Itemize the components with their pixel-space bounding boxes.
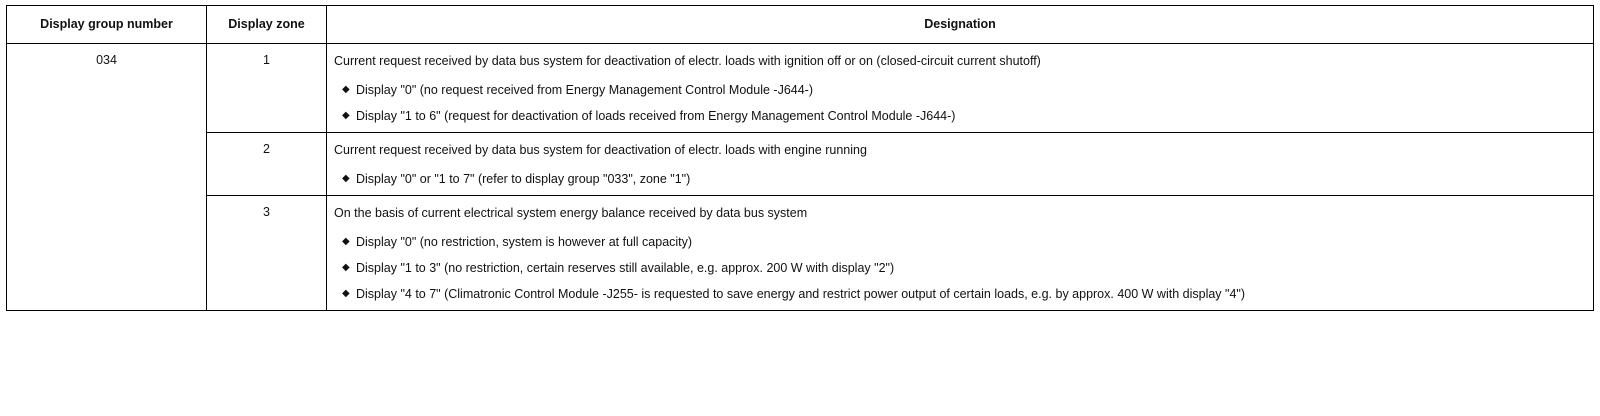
designation-cell <box>327 44 1594 133</box>
designation-lead-text: On the basis of current electrical system energy balance received by data bus system <box>334 206 808 220</box>
bullet-text: Display "4 to 7" (Climatronic Control Module -J255- is requested to save energy and restrict power output of certain loads, e.g. by approx. 400 W with display "4") <box>356 287 1246 301</box>
header-display-group-number: Display group number <box>7 6 207 44</box>
table-row <box>7 44 1594 133</box>
diamond-bullet-icon: ◆ <box>342 288 350 299</box>
list-item <box>342 108 1585 124</box>
bullet-text: Display "1 to 6" (request for deactivation of loads received from Energy Management Control Module -J644-) <box>356 109 956 123</box>
list-item <box>342 234 1585 250</box>
designation-lead-text: Current request received by data bus system for deactivation of electr. loads with ignition off or on (closed-circuit current shutoff) <box>334 54 1041 68</box>
bullet-text: Display "0" (no request received from Energy Management Control Module -J644-) <box>356 83 814 97</box>
bullet-text: Display "0" or "1 to 7" (refer to display group "033", zone "1") <box>356 172 691 186</box>
header-row <box>7 6 1594 44</box>
diamond-bullet-icon: ◆ <box>342 262 350 273</box>
table-row <box>7 196 1594 311</box>
diamond-bullet-icon: ◆ <box>342 110 350 121</box>
list-item <box>342 82 1585 98</box>
header-display-zone: Display zone <box>207 6 327 44</box>
bullet-text: Display "0" (no restriction, system is however at full capacity) <box>356 235 693 249</box>
diamond-bullet-icon: ◆ <box>342 173 350 184</box>
diamond-bullet-icon: ◆ <box>342 236 350 247</box>
list-item <box>342 171 1585 187</box>
display-group-table <box>6 5 1594 311</box>
display-zone-cell: 1 <box>207 44 327 133</box>
header-designation: Designation <box>327 6 1594 44</box>
table-row <box>7 133 1594 196</box>
designation-cell <box>327 133 1594 196</box>
designation-lead-text: Current request received by data bus system for deactivation of electr. loads with engine running <box>334 143 867 157</box>
display-zone-cell: 3 <box>207 196 327 311</box>
display-zone-cell: 2 <box>207 133 327 196</box>
list-item <box>342 260 1585 276</box>
list-item <box>342 286 1585 302</box>
bullet-text: Display "1 to 3" (no restriction, certain reserves still available, e.g. approx. 200 W with display "2") <box>356 261 895 275</box>
diamond-bullet-icon: ◆ <box>342 84 350 95</box>
display-group-number-cell: 034 <box>7 44 207 311</box>
designation-cell <box>327 196 1594 311</box>
